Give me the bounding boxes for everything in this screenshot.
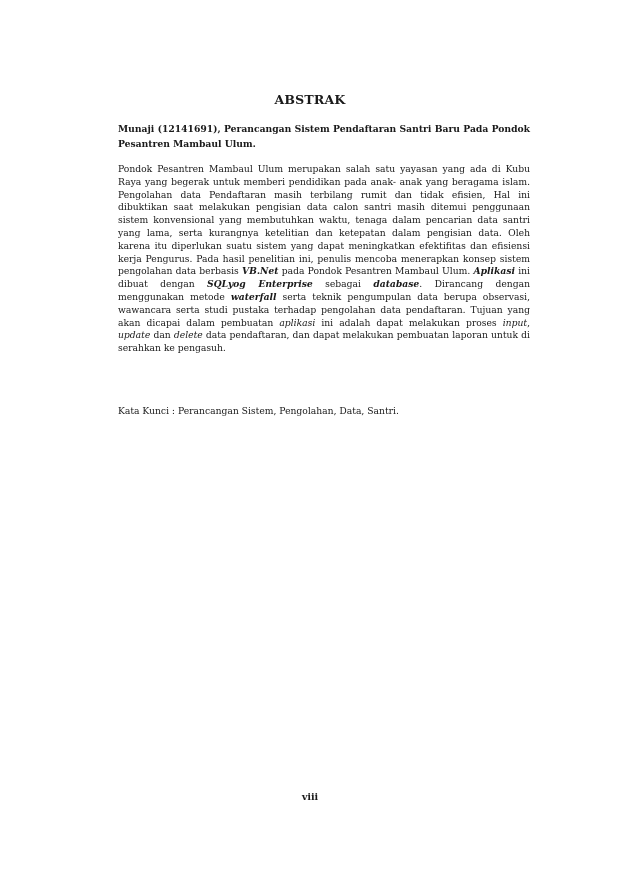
abstract-text: dan	[150, 330, 174, 342]
abstract-text: ini dibuat dengan	[118, 266, 530, 291]
abstract-text: ini adalah dapat melakukan proses	[315, 317, 503, 329]
abstract-text: pada Pondok Pesantren Mambaul Ulum.	[278, 266, 474, 278]
term-database: database	[373, 279, 420, 291]
abstract-text: . Dirancang dengan menggunakan metode	[118, 279, 530, 303]
author-and-thesis-title: Munaji (12141691), Perancangan Sistem Pendaftaran Santri Baru Pada Pondok Pesantren Mambaul Ulum.	[118, 124, 530, 150]
abstract-text: serta teknik pengumpulan data berupa observasi, wawancara serta studi pustaka terhadap pengolahan data pendaftaran. Tujuan yang akan dicapai dalam pembuatan	[118, 291, 530, 329]
page-title: ABSTRAK	[274, 92, 346, 107]
term-input: input	[502, 317, 528, 329]
term-delete: delete	[173, 330, 203, 342]
term-aplikasi: Aplikasi	[473, 266, 515, 278]
abstract-text: data pendaftaran, dan dapat melakukan pembuatan laporan untuk di serahkan ke pengasuh.	[118, 330, 530, 355]
abstract-paragraph	[118, 164, 530, 356]
term-vbnet: VB.Net	[241, 266, 279, 278]
abstract-text: Pondok Pesantren Mambaul Ulum merupakan salah satu yayasan yang ada di Kubu Raya yang begerak untuk memberi pendidikan pada anak- anak yang beragama islam. Pengolahan data Pendaftaran masih terbilang rumit dan tidak efisien, Hal ini dibuktikan saat melakukan pengisian data calon santri masih ditemui penggunaan sistem konvensional yang membutuhkan waktu, tenaga dalam pencarian data santri yang lama, serta kurangnya ketelitian dan ketepatan dalam pengisian data. Oleh karena itu diperlukan suatu sistem yang dapat meningkatkan efektifitas dan efisiensi kerja Pengurus. Pada hasil penelitian ini, penulis mencoba menerapkan konsep sistem pengolahan data berbasis	[118, 164, 530, 278]
abstract-text: ,	[527, 317, 530, 329]
page-number: viii	[301, 792, 319, 803]
abstract-text: sebagai	[312, 279, 374, 291]
term-waterfall: waterfall	[230, 291, 277, 303]
term-sqlyog: SQLyog Enterprise	[207, 279, 313, 291]
term-aplikasi-2: aplikasi	[279, 317, 316, 329]
term-update: update	[118, 330, 151, 342]
keywords-line: Kata Kunci : Perancangan Sistem, Pengolahan, Data, Santri.	[118, 406, 399, 417]
